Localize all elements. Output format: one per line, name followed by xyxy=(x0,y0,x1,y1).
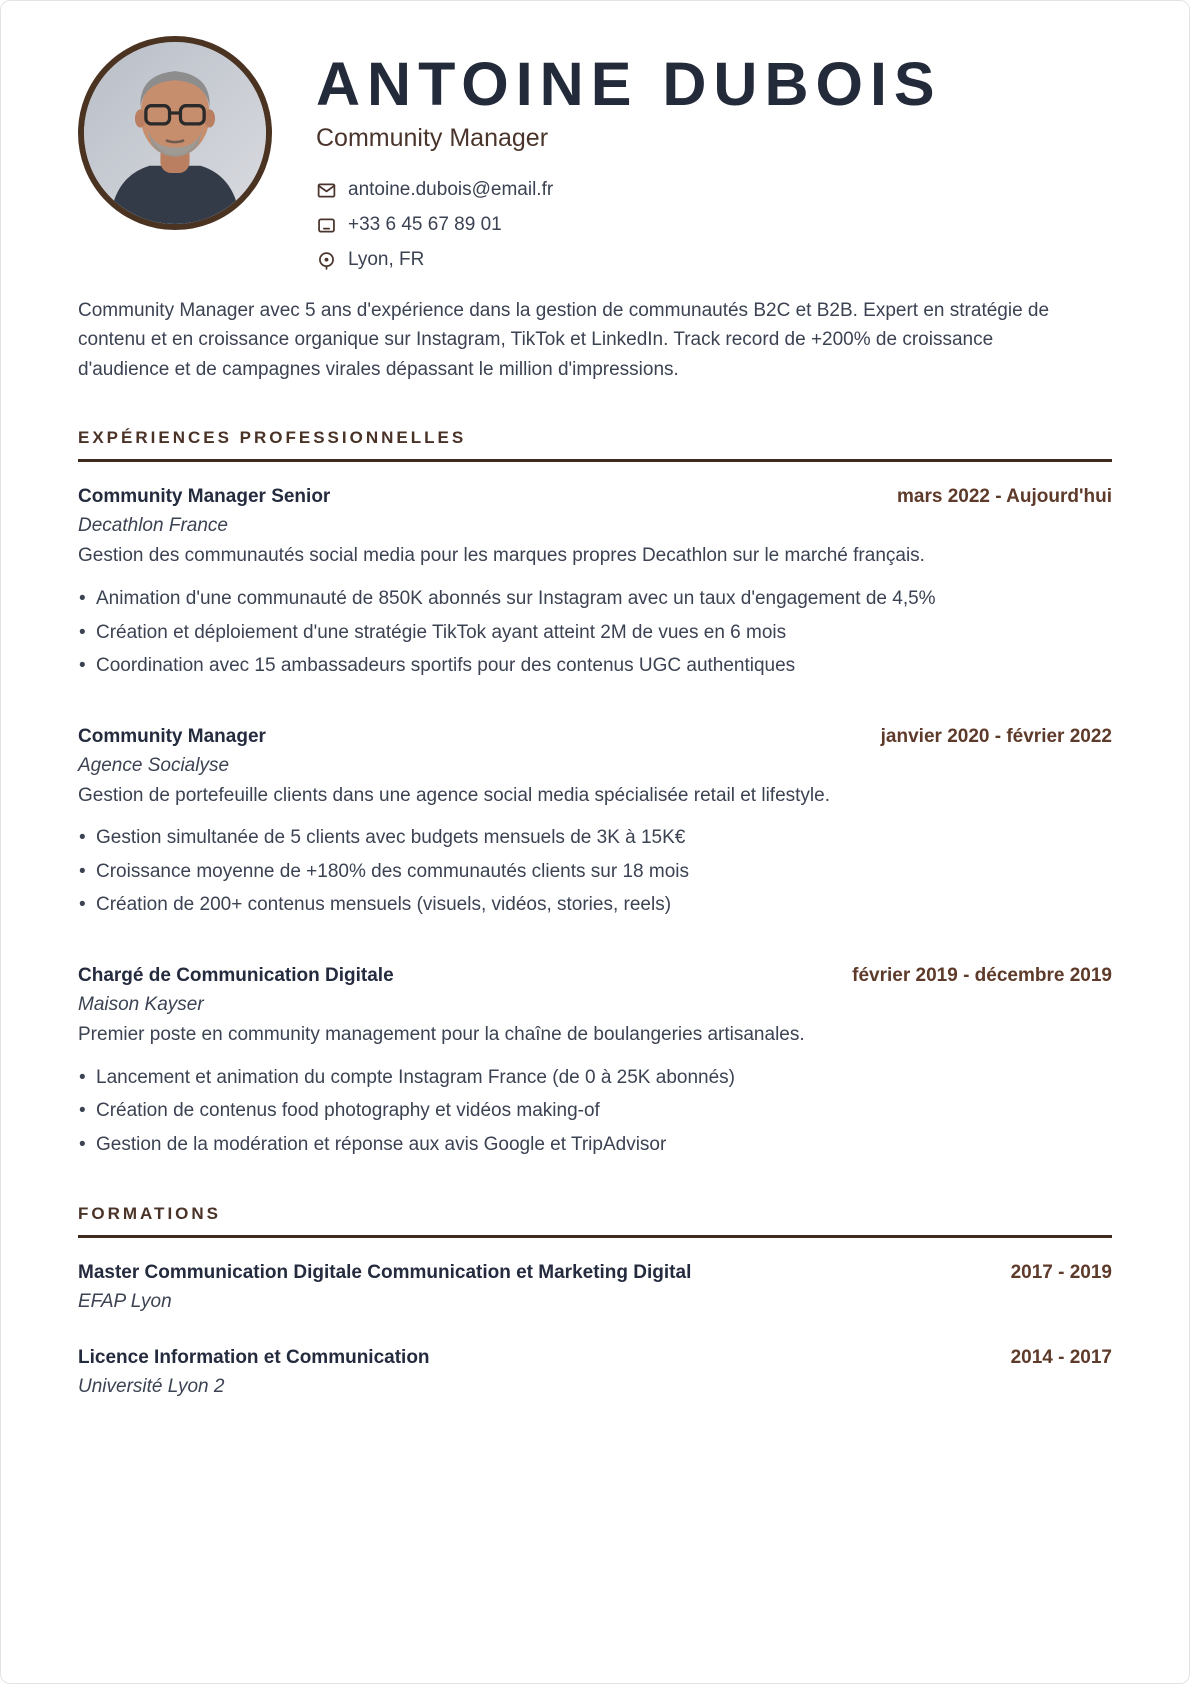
contact-email-value: antoine.dubois@email.fr xyxy=(348,179,554,201)
job-bullet: • Gestion simultanée de 5 clients avec budgets mensuels de 3K à 15K€ xyxy=(78,825,1112,852)
header xyxy=(78,36,1112,284)
contact-email xyxy=(316,179,942,201)
job-bullet-list xyxy=(78,1065,1112,1159)
job-title: Community Manager xyxy=(78,725,266,747)
job-bullet: • Création et déploiement d'une stratégie TikTok ayant atteint 2M de vues en 6 mois xyxy=(78,620,1112,647)
job-bullet-list xyxy=(78,825,1112,919)
education-entry xyxy=(78,1262,1112,1313)
experience-section xyxy=(78,428,1112,1158)
job-company: Decathlon France xyxy=(78,515,228,537)
phone-icon xyxy=(316,215,337,236)
job-title: Chargé de Communication Digitale xyxy=(78,965,394,987)
contact-phone-value: +33 6 45 67 89 01 xyxy=(348,214,502,236)
education-title: Licence Information et Communication xyxy=(78,1347,430,1369)
education-dates: 2014 - 2017 xyxy=(1010,1347,1112,1369)
header-text-block xyxy=(316,36,942,284)
job-company: Maison Kayser xyxy=(78,994,204,1016)
job-header xyxy=(78,965,1112,987)
job-bullet: • Lancement et animation du compte Instagram France (de 0 à 25K abonnés) xyxy=(78,1065,1112,1092)
job-dates: janvier 2020 - février 2022 xyxy=(880,725,1112,747)
candidate-job-title: Community Manager xyxy=(316,124,549,153)
job-entry xyxy=(78,486,1112,679)
education-title: Master Communication Digitale Communication et Marketing Digital xyxy=(78,1262,692,1284)
experience-section-heading: EXPÉRIENCES PROFESSIONNELLES xyxy=(78,428,467,448)
job-description: Gestion des communautés social media pour les marques propres Decathlon sur le marché français. xyxy=(78,545,925,567)
job-header xyxy=(78,726,1112,748)
profile-photo xyxy=(78,36,272,230)
job-title: Community Manager Senior xyxy=(78,486,331,508)
job-dates: février 2019 - décembre 2019 xyxy=(852,965,1112,987)
job-dates: mars 2022 - Aujourd'hui xyxy=(897,486,1112,508)
job-company: Agence Socialyse xyxy=(78,754,230,776)
contact-phone xyxy=(316,214,942,236)
job-entry xyxy=(78,726,1112,919)
education-header xyxy=(78,1347,1112,1369)
job-bullet: • Croissance moyenne de +180% des communautés clients sur 18 mois xyxy=(78,859,1112,886)
experience-section-divider xyxy=(78,459,1112,462)
education-section-heading: FORMATIONS xyxy=(78,1204,222,1224)
education-school: EFAP Lyon xyxy=(78,1291,172,1313)
education-school: Université Lyon 2 xyxy=(78,1376,225,1398)
job-bullet: • Coordination avec 15 ambassadeurs sportifs pour des contenus UGC authentiques xyxy=(78,653,1112,680)
job-bullet: • Animation d'une communauté de 850K abonnés sur Instagram avec un taux d'engagement de 4,5% xyxy=(78,586,1112,613)
job-bullet: • Création de 200+ contenus mensuels (visuels, vidéos, stories, reels) xyxy=(78,892,1112,919)
location-icon xyxy=(316,250,337,271)
education-dates: 2017 - 2019 xyxy=(1010,1262,1112,1284)
contact-list xyxy=(316,179,942,271)
job-description: Premier poste en community management pour la chaîne de boulangeries artisanales. xyxy=(78,1024,805,1046)
profile-photo-illustration xyxy=(84,42,266,224)
job-bullet: • Création de contenus food photography et vidéos making-of xyxy=(78,1098,1112,1125)
education-header xyxy=(78,1262,1112,1284)
profile-summary: Community Manager avec 5 ans d'expérience dans la gestion de communautés B2C et B2B. Expert en stratégie de contenu et en croissance organique sur Instagram, TikTok et LinkedIn. Track record de +200% de croissance d'audience et de campagnes virales dépassant le million d'impressions. xyxy=(78,300,1050,380)
contact-location xyxy=(316,249,942,271)
job-entry xyxy=(78,965,1112,1158)
education-section xyxy=(78,1204,1112,1398)
contact-location-value: Lyon, FR xyxy=(348,249,425,271)
email-icon xyxy=(316,180,337,201)
job-bullet: • Gestion de la modération et réponse aux avis Google et TripAdvisor xyxy=(78,1132,1112,1159)
job-bullet-list xyxy=(78,586,1112,680)
education-entry xyxy=(78,1347,1112,1398)
job-header xyxy=(78,486,1112,508)
job-description: Gestion de portefeuille clients dans une agence social media spécialisée retail et lifestyle. xyxy=(78,784,830,806)
education-section-divider xyxy=(78,1235,1112,1238)
candidate-name: ANTOINE DUBOIS xyxy=(316,50,942,118)
